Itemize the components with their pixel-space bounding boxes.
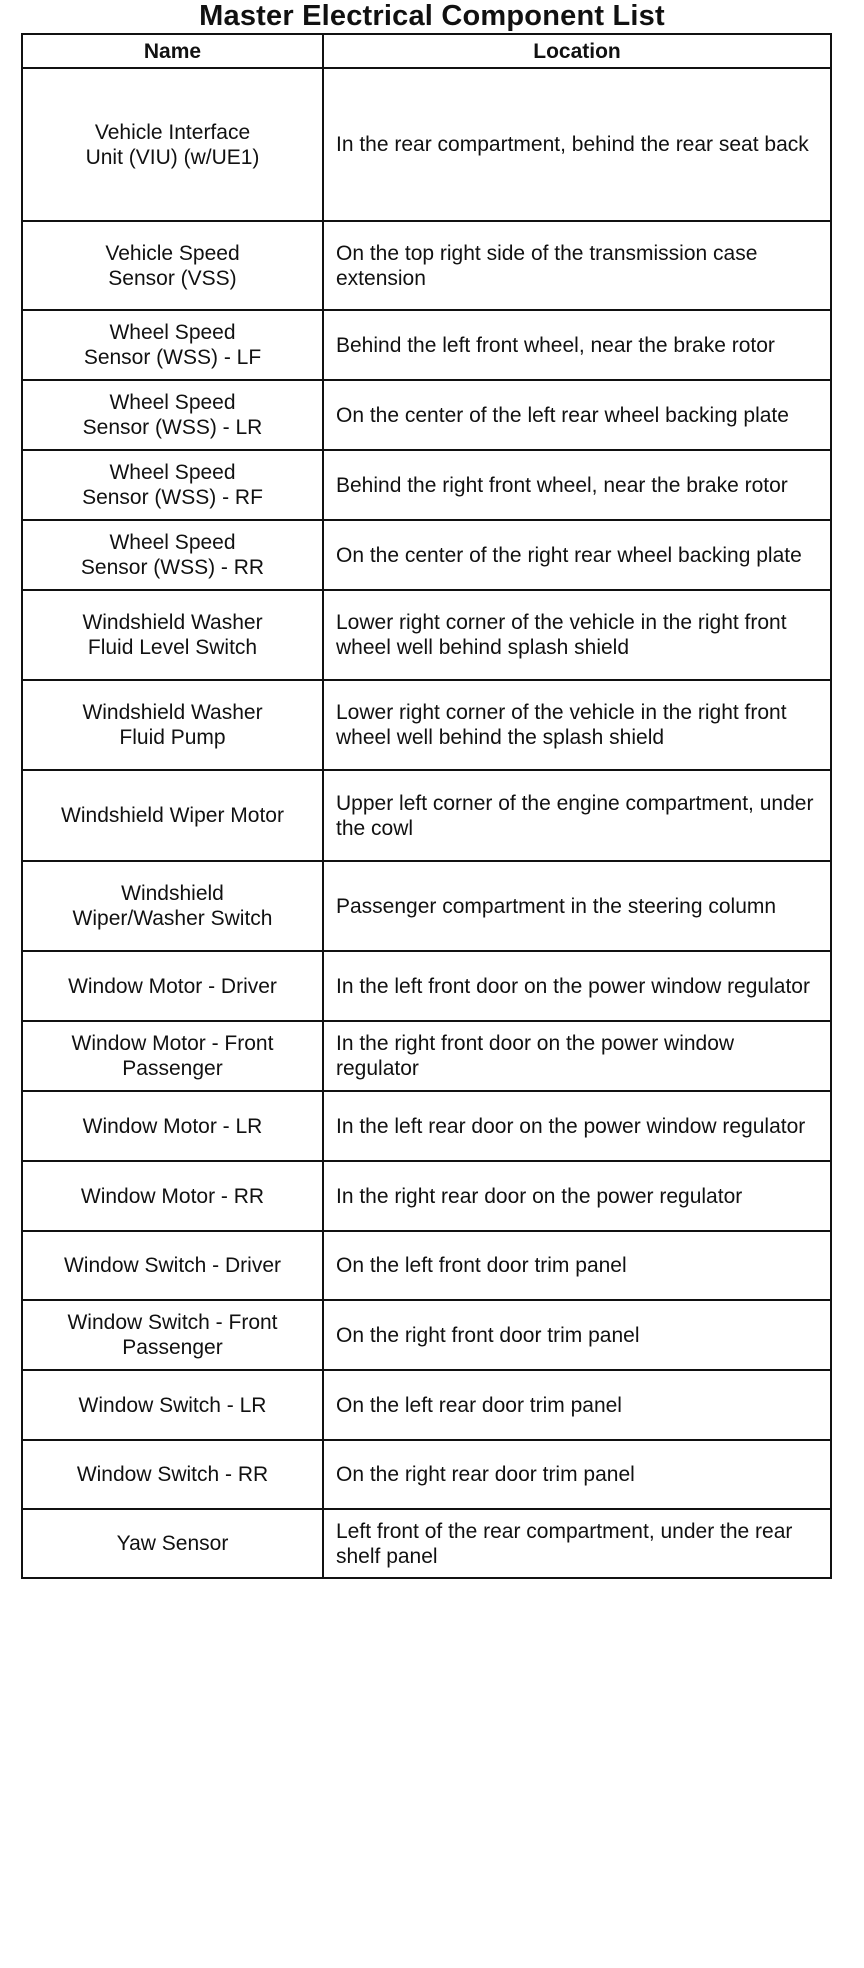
table-row [22,951,831,1021]
component-name-line: Sensor (WSS) - LF [83,346,262,369]
component-location-cell: On the right front door trim panel [323,1300,831,1370]
table-row [22,520,831,590]
component-location-cell: Lower right corner of the vehicle in the right front wheel well behind the splash shield [323,680,831,770]
table-row [22,1370,831,1440]
column-header-name: Name [22,34,323,68]
component-name-line: Window Motor - Front [71,1032,274,1055]
component-location-cell: In the right rear door on the power regulator [323,1161,831,1231]
component-name-line: Wheel Speed [109,391,236,414]
component-location-cell: In the rear compartment, behind the rear seat back [323,68,831,221]
table-row [22,450,831,520]
component-name-cell [22,450,323,520]
component-name-cell [22,1231,323,1300]
component-name-line: Window Switch - Front [67,1311,278,1334]
table-header [22,34,831,68]
table-row [22,1440,831,1509]
table-row [22,1300,831,1370]
table-row [22,680,831,770]
component-name-line: Yaw Sensor [116,1532,229,1555]
component-name-cell [22,1370,323,1440]
component-location-cell: Upper left corner of the engine compartment, under the cowl [323,770,831,861]
component-location-cell: Passenger compartment in the steering column [323,861,831,951]
table-row [22,590,831,680]
component-name-cell [22,68,323,221]
component-name-cell [22,380,323,450]
table-row [22,770,831,861]
component-name-cell [22,680,323,770]
component-location-cell: Left front of the rear compartment, under the rear shelf panel [323,1509,831,1578]
component-name-cell [22,1091,323,1161]
table-row [22,861,831,951]
component-location-cell: In the left front door on the power window regulator [323,951,831,1021]
header-row [22,34,831,68]
component-name-line: Wiper/Washer Switch [72,907,273,930]
component-location-cell: On the right rear door trim panel [323,1440,831,1509]
column-header-location: Location [323,34,831,68]
component-location-cell: Behind the right front wheel, near the brake rotor [323,450,831,520]
component-name-line: Wheel Speed [109,461,236,484]
component-name-line: Vehicle Speed [105,241,240,265]
component-location-cell: On the left front door trim panel [323,1231,831,1300]
document-title [0,0,864,32]
component-name-cell [22,1161,323,1231]
component-name-line: Windshield Wiper Motor [61,804,284,827]
table-row [22,380,831,450]
table-row [22,1509,831,1578]
component-location-cell: In the left rear door on the power window regulator [323,1091,831,1161]
component-name-cell [22,1440,323,1509]
component-name-cell [22,590,323,680]
table-row [22,1231,831,1300]
component-name-cell [22,1300,323,1370]
component-location-cell: On the center of the left rear wheel backing plate [323,380,831,450]
component-location-cell: On the left rear door trim panel [323,1370,831,1440]
component-name-line: Unit (VIU) (w/UE1) [85,145,260,169]
component-name-line: Window Switch - LR [78,1393,267,1417]
component-name-line: Window Motor - RR [80,1184,265,1208]
table-row [22,221,831,310]
component-location-cell: Behind the left front wheel, near the brake rotor [323,310,831,380]
table-row [22,68,831,221]
component-location-cell: In the right front door on the power window regulator [323,1021,831,1091]
table-row [22,310,831,380]
component-name-line: Passenger [122,1057,223,1080]
component-name-line: Window Motor - LR [82,1114,263,1138]
table-row [22,1161,831,1231]
table-row [22,1021,831,1091]
component-name-line: Passenger [122,1336,223,1359]
table-body [22,68,831,1578]
component-location-cell: On the top right side of the transmission case extension [323,221,831,310]
component-name-line: Window Switch - Driver [63,1254,282,1277]
component-table [21,33,832,1579]
document-title-text: Master Electrical Component List [199,0,665,32]
component-name-cell [22,520,323,590]
component-name-cell [22,1509,323,1578]
table-row [22,1091,831,1161]
component-name-line: Vehicle Interface [94,120,251,144]
component-location-cell: Lower right corner of the vehicle in the right front wheel well behind splash shield [323,590,831,680]
component-name-line: Wheel Speed [109,531,236,554]
component-name-cell [22,951,323,1021]
component-name-line: Fluid Level Switch [87,636,258,659]
component-name-line: Windshield Washer [82,611,263,634]
component-name-cell [22,221,323,310]
component-location-cell: On the center of the right rear wheel backing plate [323,520,831,590]
component-name-line: Window Motor - Driver [68,974,277,998]
component-name-cell [22,1021,323,1091]
component-name-line: Sensor (WSS) - RR [80,556,265,579]
component-name-cell [22,310,323,380]
component-name-cell [22,861,323,951]
component-name-line: Window Switch - RR [76,1463,269,1486]
component-name-line: Windshield [121,882,224,905]
component-name-line: Windshield Washer [82,701,263,724]
component-name-line: Sensor (WSS) - LR [82,416,263,439]
component-name-cell [22,770,323,861]
component-name-line: Fluid Pump [119,726,226,749]
component-name-line: Wheel Speed [109,321,236,344]
component-name-line: Sensor (WSS) - RF [82,486,263,509]
component-name-line: Sensor (VSS) [108,266,237,290]
